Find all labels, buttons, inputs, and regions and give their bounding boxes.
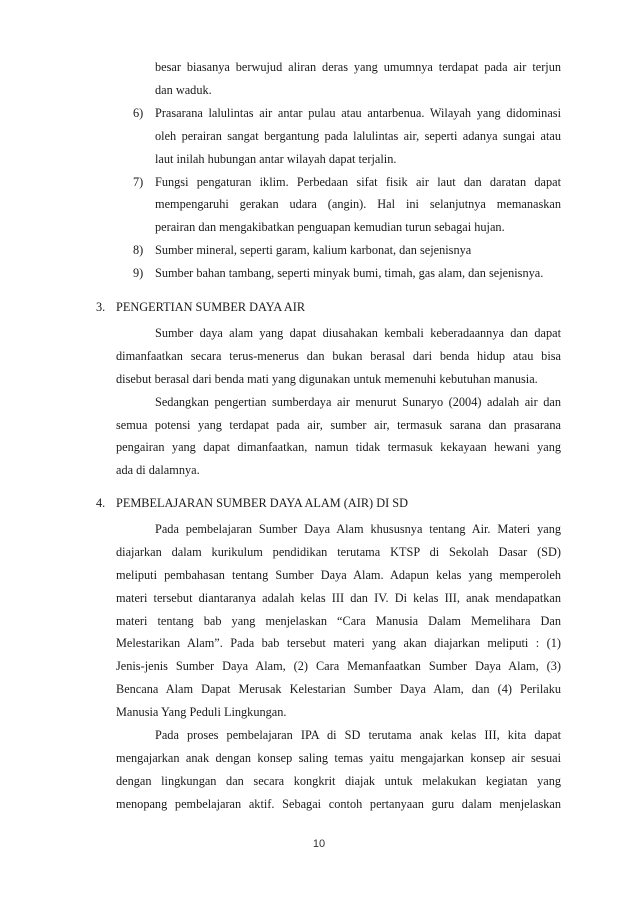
paragraph-line: materi tentang bab yang menjelaskan “Cara Manusia Dalam Memelihara Dan <box>116 613 561 628</box>
paragraph-line: disebut berasal dari benda mati yang digunakan untuk memenuhi kebutuhan manusia. <box>116 371 538 386</box>
list-item-text-line: besar biasanya berwujud aliran deras yang umumnya terdapat pada air terjun <box>155 60 561 74</box>
paragraph-line: Melestarikan Alam”. Pada bab tersebut materi yang akan diajarkan meliputi : (1) <box>116 636 561 651</box>
page-number: 10 <box>312 838 326 850</box>
paragraph-line: diajarkan dalam kurikulum pendidikan terutama KTSP di Sekolah Dasar (SD) <box>116 544 561 559</box>
paragraph-line: dengan lingkungan dan secara kongkrit diajak untuk melakukan kegiatan yang <box>116 773 561 788</box>
paragraph-line: menopang pembelajaran aktif. Sebagai contoh pertanyaan guru dalam menjelaskan <box>116 796 561 811</box>
paragraph-line: dimanfaatkan secara terus-menerus dan bukan berasal dari benda hidup atau bisa <box>116 348 561 363</box>
section-number: 3. <box>96 300 106 314</box>
list-item-text-line: laut inilah hubungan antar wilayah dapat terjalin. <box>155 151 397 166</box>
paragraph-line: mengajarkan anak dengan konsep saling temas yaitu mengajarkan konsep air sesuai <box>116 750 561 765</box>
list-item-text-line: perairan dan mengakibatkan penguapan kemudian turun sebagai hujan. <box>155 220 505 235</box>
paragraph-line: Sumber daya alam yang dapat diusahakan kembali keberadaannya dan dapat <box>155 325 561 340</box>
paragraph-line: materi tersebut diantaranya adalah kelas III dan IV. Di kelas III, anak mendapatkan <box>116 590 561 605</box>
section-heading: PEMBELAJARAN SUMBER DAYA ALAM (AIR) DI SD <box>116 496 408 510</box>
paragraph-line: semua potensi yang terdapat pada air, sumber air, termasuk sarana dan prasarana <box>116 417 561 432</box>
paragraph-line: Pada pembelajaran Sumber Daya Alam khususnya tentang Air. Materi yang <box>155 521 561 536</box>
list-item-text-line: dan waduk. <box>155 82 212 97</box>
list-item-text-line: Fungsi pengaturan iklim. Perbedaan sifat fisik air laut dan daratan dapat <box>155 174 561 189</box>
paragraph-line: Jenis-jenis Sumber Daya Alam, (2) Cara Memanfaatkan Sumber Daya Alam, (3) <box>116 659 561 674</box>
list-item-text-line: mempengaruhi gerakan udara (angin). Hal ini selanjutnya memanaskan <box>155 197 561 212</box>
paragraph-line: ada di dalamnya. <box>116 463 200 478</box>
section-heading: PENGERTIAN SUMBER DAYA AIR <box>116 300 306 314</box>
list-item-text-line: oleh perairan sangat bergantung pada lalulintas air, seperti adanya sungai atau <box>155 128 561 143</box>
paragraph-line: Sedangkan pengertian sumberdaya air menurut Sunaryo (2004) adalah air dan <box>155 394 561 409</box>
paragraph-line: Bencana Alam Dapat Merusak Kelestarian Sumber Daya Alam, dan (4) Perilaku <box>116 682 561 697</box>
paragraph-line: Pada proses pembelajaran IPA di SD terutama anak kelas III, kita dapat <box>155 728 561 742</box>
paragraph-line: pengairan yang dapat dimanfaatkan, namun tidak termasuk kekayaan hewani yang <box>116 440 561 455</box>
list-item-number: 6) <box>133 105 144 120</box>
section-number: 4. <box>96 496 106 510</box>
paragraph-line: Manusia Yang Peduli Lingkungan. <box>116 705 287 720</box>
list-item-number: 8) <box>133 243 144 258</box>
list-item-number: 7) <box>133 174 144 189</box>
list-item-text-line: Prasarana lalulintas air antar pulau atau antarbenua. Wilayah yang didominasi <box>155 105 561 120</box>
list-item-text-line: Sumber bahan tambang, seperti minyak bumi, timah, gas alam, dan sejenisnya. <box>155 266 544 281</box>
paragraph-line: meliputi pembahasan tentang Sumber Daya Alam. Adapun kelas yang memperoleh <box>116 567 561 582</box>
list-item-text-line: Sumber mineral, seperti garam, kalium karbonat, dan sejenisnya <box>155 243 472 258</box>
list-item-number: 9) <box>133 266 144 281</box>
